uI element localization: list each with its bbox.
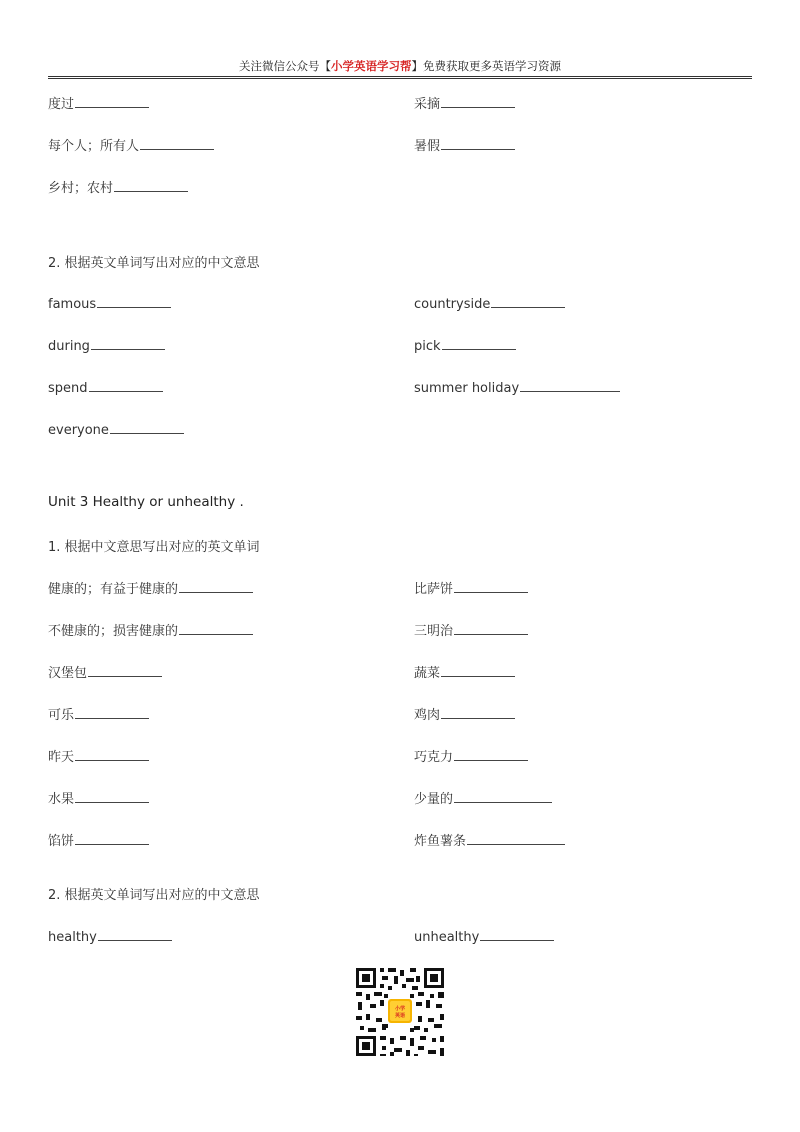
answer-blank[interactable]: [179, 578, 253, 593]
fill-in-item: 昨天: [48, 746, 149, 764]
qr-badge-text: 小学: [394, 1006, 406, 1012]
answer-blank[interactable]: [98, 926, 172, 941]
answer-blank[interactable]: [75, 830, 149, 845]
answer-blank[interactable]: [75, 704, 149, 719]
answer-blank[interactable]: [75, 788, 149, 803]
header-rule: [48, 76, 752, 79]
answer-blank[interactable]: [454, 746, 528, 761]
fill-in-item: countryside: [414, 293, 565, 311]
answer-blank[interactable]: [520, 377, 620, 392]
fill-in-item: 汉堡包: [48, 662, 162, 680]
answer-blank[interactable]: [441, 135, 515, 150]
fill-in-item: 暑假: [414, 135, 515, 153]
fill-in-item: everyone: [48, 419, 184, 437]
answer-blank[interactable]: [114, 177, 188, 192]
fill-in-item: 蔬菜: [414, 662, 515, 680]
answer-blank[interactable]: [97, 293, 171, 308]
qr-code-icon: [354, 966, 446, 1058]
fill-in-item: famous: [48, 293, 171, 311]
fill-in-item: 采摘: [414, 93, 515, 111]
header-brand: 小学英语学习帮: [331, 59, 412, 73]
answer-blank[interactable]: [75, 746, 149, 761]
fill-in-item: 比萨饼: [414, 578, 528, 596]
answer-blank[interactable]: [442, 335, 516, 350]
section-heading: 1. 根据中文意思写出对应的英文单词: [48, 540, 260, 555]
fill-in-item: 水果: [48, 788, 149, 806]
answer-blank[interactable]: [91, 335, 165, 350]
section-heading: 2. 根据英文单词写出对应的中文意思: [48, 256, 260, 271]
answer-blank[interactable]: [480, 926, 554, 941]
fill-in-item: 不健康的；损害健康的: [48, 620, 253, 638]
fill-in-item: 可乐: [48, 704, 149, 722]
answer-blank[interactable]: [179, 620, 253, 635]
header-suffix: 】免费获取更多英语学习资源: [411, 59, 561, 73]
fill-in-item: 三明治: [414, 620, 528, 638]
fill-in-item: 每个人；所有人: [48, 135, 214, 153]
answer-blank[interactable]: [88, 662, 162, 677]
fill-in-item: 少量的: [414, 788, 552, 806]
fill-in-item: 巧克力: [414, 746, 528, 764]
answer-blank[interactable]: [467, 830, 565, 845]
fill-in-item: spend: [48, 377, 163, 395]
fill-in-item: 鸡肉: [414, 704, 515, 722]
answer-blank[interactable]: [110, 419, 184, 434]
answer-blank[interactable]: [454, 788, 552, 803]
answer-blank[interactable]: [89, 377, 163, 392]
answer-blank[interactable]: [441, 704, 515, 719]
fill-in-item: 度过: [48, 93, 149, 111]
fill-in-item: pick: [414, 335, 516, 353]
section-heading: 2. 根据英文单词写出对应的中文意思: [48, 888, 260, 903]
answer-blank[interactable]: [75, 93, 149, 108]
header-prefix: 关注微信公众号【: [239, 59, 331, 73]
fill-in-item: 健康的；有益于健康的: [48, 578, 253, 596]
svg-text:英语: 英语: [394, 1013, 406, 1019]
fill-in-item: 乡村；农村: [48, 177, 188, 195]
unit-title: Unit 3 Healthy or unhealthy .: [48, 494, 244, 510]
answer-blank[interactable]: [140, 135, 214, 150]
fill-in-item: healthy: [48, 926, 172, 944]
answer-blank[interactable]: [491, 293, 565, 308]
page-header: [0, 58, 800, 74]
answer-blank[interactable]: [441, 662, 515, 677]
answer-blank[interactable]: [441, 93, 515, 108]
fill-in-item: 炸鱼薯条: [414, 830, 565, 848]
fill-in-item: 馅饼: [48, 830, 149, 848]
answer-blank[interactable]: [454, 620, 528, 635]
answer-blank[interactable]: [454, 578, 528, 593]
fill-in-item: summer holiday: [414, 377, 620, 395]
fill-in-item: during: [48, 335, 165, 353]
fill-in-item: unhealthy: [414, 926, 554, 944]
